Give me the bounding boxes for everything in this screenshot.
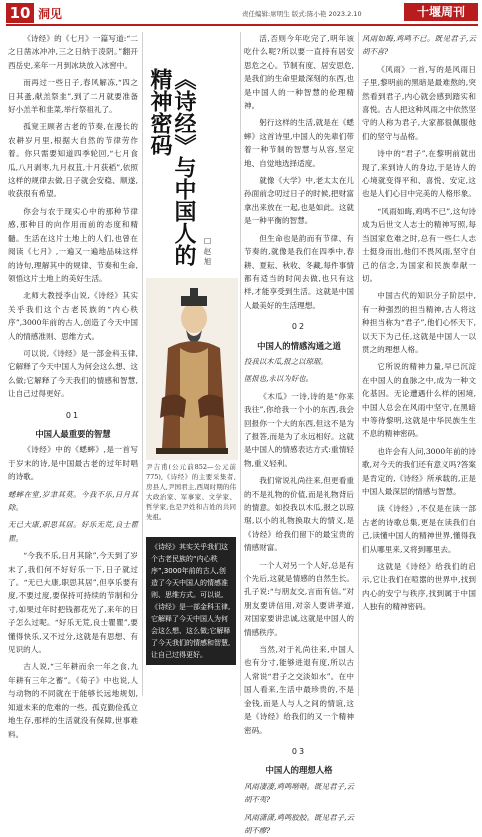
section-number: 02 bbox=[291, 322, 307, 332]
page-header bbox=[0, 0, 482, 26]
editor-meta: 责任编辑:席明生 版式:陈小艳 2023.2.10 bbox=[242, 10, 362, 18]
paragraph: “风雨如晦,鸡鸣不已”,这句诗成为后世文人志士的精神写照,每当国家危难之时,总有一些仁人志士挺身而出,他们不畏风雨,坚守自己的信念,为国家和民族奉献一切。 bbox=[362, 206, 476, 283]
paragraph: 躬行这样的生活,就是在《蟋蟀》这首诗里,中国人的先辈们带着一种节制的智慧与从容,坚定地、自觉地选择适度。 bbox=[244, 118, 354, 168]
section-heading: 中国人的情感沟通之道 bbox=[257, 340, 341, 351]
paragraph: 读《诗经》,不仅是在读一部古老的诗歌总集,更是在读我们自己,读懂中国人的精神世界,懂得我们从哪里来,又将到哪里去。 bbox=[362, 504, 476, 554]
article-column-2 bbox=[244, 32, 354, 835]
section-number: 03 bbox=[291, 746, 307, 756]
section-heading: 中国人最重要的智慧 bbox=[35, 428, 111, 439]
header-rule bbox=[6, 24, 478, 26]
poem-line: 投我以木瓜,报之以琼琚。 bbox=[244, 356, 328, 366]
paragraph: 活,否则今年吃完了,明年该吃什么呢?所以要一直持有居安思危之心。节制有度、居安思危,是我们的生命里最深刻的东西,也是中国人的一种智慧的伦理精神。 bbox=[244, 34, 354, 111]
paragraph: 你会与农于现实心中的那种节律感,那种目的向作用而前的态度和精髓。生活在这片土地上的人们,也曾在阅读《七月》,一遍又一遍地品味这样的诗句,理解其中的规律、节奏和生命,领悟这片土地上的美好生活。 bbox=[8, 206, 138, 283]
paragraph: 它所说的精神力量,早已沉淀在中国人的血脉之中,成为一种文化基因。无论遭遇什么样的困境,中国人总会在风雨中坚守,在黑暗中等待黎明,这就是中华民族生生不息的精神密码。 bbox=[362, 362, 476, 439]
paragraph: “今我不乐,日月其除”,今天到了岁末了,我们何不好好乐一下,日子就过了。“无已大康,职思其居”,但享乐要有度,不要过度,要保持可持续的节制和分寸,如果过年时把钱都花光了,来年的日子怎么过呢。“好乐无荒,良士瞿瞿”,要懂得快乐,又不过分,这就是有思想、有见识的人。 bbox=[8, 551, 138, 655]
paragraph: 古人说,“三年耕而余一年之食,九年耕有三年之蓄”。《荀子》中也说,人与动物的不同就在于能够长远地规划,知道未来的危难的一些。孤克勤俭孤立地生存,那样的生活就没有保障,世事难料。 bbox=[8, 662, 138, 739]
paragraph: 这就是《诗经》给我们的启示,它让我们在喧嚣的世界中,找到内心的安宁与秩序,找到属于中国人独有的精神密码。 bbox=[362, 562, 476, 612]
paragraph: 一个人对另一个人好,总是有个先后,这就是情感的自然生长。孔子说:“与朋友交,言而有信。”对朋友要讲信用,对亲人要讲孝道,对国家要讲忠诚,这就是中国人的情感秩序。 bbox=[244, 560, 354, 637]
section-number: 01 bbox=[65, 410, 81, 420]
poem-line: 匪报也,永以为好也。 bbox=[244, 374, 313, 384]
image-caption: 尹吉甫(公元前852—公元前775),《诗经》的主要采集者,房县人,尹国君主,西周时期的伟大政治家、军事家、文学家、哲学家,也是尹姓和吉姓的共同先祖。 bbox=[146, 463, 236, 521]
poem-line: 无已大康,职思其居。好乐无荒,良士瞿瞿。 bbox=[8, 520, 138, 543]
paragraph: 《风雨》一首,写的是风雨日子里,黎明前的黑暗是最难熬的,突然看到君子,内心就会感到踏实和喜悦。古人把这种风雨之中依然坚守的人称为君子,大家都很佩服他们的坚守与品格。 bbox=[362, 64, 476, 141]
paragraph: 诗中的“君子”,在黎明前就出现了,来到诗人的身边,于是诗人的心境就变得平和、喜悦、安定,这也是人们心目中完美的人格形象。 bbox=[362, 149, 476, 199]
title-block bbox=[146, 62, 236, 272]
pull-quote bbox=[146, 537, 236, 665]
paragraph: 孤宽王顾者古老的节奏,在漫长的农耕岁月里,根据大自然的节律劳作着。你只需要知道四季轮回,“七月食瓜,八月剥枣,九月叔苴,十月获稻”,依照这样的规律去做,日子就会安稳、顺遂,收获很有希望。 bbox=[8, 122, 138, 199]
paragraph: 而再过一些日子,春风解冻,“四之日其蚤,献羔祭韭”,到了二月就要准备好小羔羊和韭菜,举行祭祖礼了。 bbox=[8, 78, 138, 115]
column-divider bbox=[358, 32, 359, 696]
poem-line: 风雨潇潇,鸡鸣胶胶。既见君子,云胡不瘳? bbox=[244, 812, 354, 835]
poem-line: 蟋蟀在堂,岁聿其莫。今我不乐,日月其除。 bbox=[8, 489, 138, 512]
paragraph: 北师大教授李山说,《诗经》其实关乎我们这个古老民族的“内心秩序”,3000年前的古人,创造了今天中国人的情感准则、思维方式。 bbox=[8, 291, 138, 341]
paragraph: 但生命也是韵而有节律、有节奏的,就像是我们在四季中,春耕、夏耘、秋收、冬藏,每件事情都有适当的时间去做,也只有这样,才能享受到生活。这就是中国人最美好的生活理想。 bbox=[244, 233, 354, 310]
paragraph: 我们常说礼尚往来,但更看重的不是礼物的价值,而是礼物背后的情意。如投我以木瓜,报之以琼琚,以小的礼物换取大的情义,是《诗经》给我们留下的最宝贵的情感财富。 bbox=[244, 476, 354, 553]
paragraph: 《木瓜》一诗,诗的是“你来我往”,你给我一个小的东西,我会回报你一个大的东西,但这不是为了报答,而是为了永远相好。这就是中国人的情感表达方式:重情轻物,重义轻利。 bbox=[244, 391, 354, 468]
article-column-3 bbox=[362, 32, 476, 696]
poem-line: 风雨如晦,鸡鸣不已。既见君子,云胡不喜? bbox=[362, 34, 476, 57]
article-author: □ 赵 旭 bbox=[203, 236, 212, 265]
article-title: 《诗经》与中国人的精神密码 bbox=[147, 68, 197, 266]
poem-line: 风雨凄凄,鸡鸣喈喈。既见君子,云胡不夷? bbox=[244, 781, 354, 805]
portrait-illustration bbox=[146, 278, 238, 460]
pull-quote-text: 《诗经》其实关乎我们这个古老民族的“内心秩序”,3000年前的古人,创造了今天中国人的情感准则、思维方式。可以说,《诗经》是一部金科玉律,它解释了今天中国人为何会这么想、这么做;它解释了今天我们的情感和智慧,让自己过得更好。 bbox=[151, 543, 231, 659]
paragraph: 中国古代的知识分子阶层中,有一种强烈的担当精神,古人将这种担当称为“君子”,他们心怀天下,以天下为己任,这就是中国人一以贯之的理想人格。 bbox=[362, 291, 476, 354]
column-divider bbox=[142, 32, 143, 696]
column-divider bbox=[240, 32, 241, 696]
page-number: 10 bbox=[6, 3, 34, 23]
paragraph: 《诗经》中的《蟋蟀》,是一首写于岁末的诗,是中国最古老的过年时唱的诗歌。 bbox=[8, 445, 138, 482]
paragraph: 就像《大学》中,老太太在儿孙面前念叨过日子的时候,把财富拿出来放在一起,也是如此。这就是一种平衡的智慧。 bbox=[244, 176, 354, 226]
paragraph: 当然,对于礼尚往来,中国人也有分寸,能够进退有度,所以古人常说“君子之交淡如水”。在中国人看来,生活中最珍贵的,不是金钱,而是人与人之间的情谊,这是《诗经》给我们的又一个精神密码。 bbox=[244, 645, 354, 735]
section-heading: 中国人的理想人格 bbox=[265, 765, 333, 776]
paragraph: 《诗经》的《七月》一篇写道:“二之日凿冰冲冲,三之日纳于凌阴。”翻开西岳史,来年一月到冰块放入冰窖中。 bbox=[8, 34, 138, 70]
paragraph: 也许会有人问,3000年前的诗歌,对今天的我们还有意义吗?答案是肯定的,《诗经》所承载的,正是中国人最深层的情感与智慧。 bbox=[362, 446, 476, 496]
paragraph: 可以说,《诗经》是一部金科玉律,它解释了今天中国人为何会这么想、这么做;它解释了今天我们的情感和智慧,让自己过得更好。 bbox=[8, 348, 138, 399]
brand-logo: 十堰周刊 bbox=[404, 3, 478, 21]
section-name: 洞见 bbox=[38, 7, 63, 21]
article-column-1 bbox=[8, 32, 138, 739]
